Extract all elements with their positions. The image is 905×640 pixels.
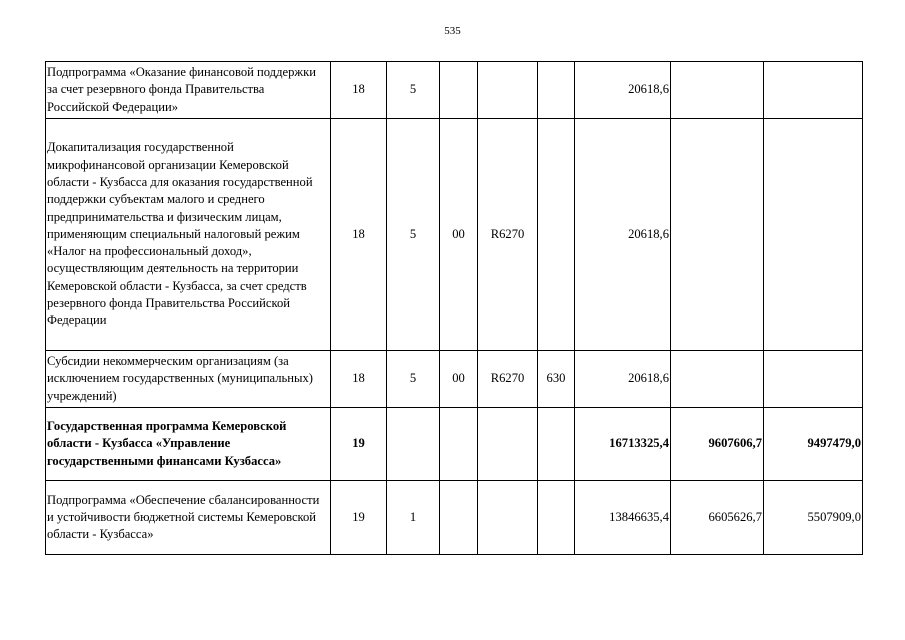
cell-direction: R6270 [478, 351, 538, 408]
cell-sum-year2 [671, 351, 764, 408]
cell-main-activity [440, 62, 478, 119]
table-row [46, 481, 863, 555]
cell-sum-year1: 20618,6 [575, 351, 671, 408]
cell-sum-year3 [764, 62, 863, 119]
cell-program: 18 [331, 351, 387, 408]
cell-program: 19 [331, 408, 387, 481]
cell-main-activity: 00 [440, 119, 478, 351]
cell-sum-year3 [764, 351, 863, 408]
cell-subprogram: 5 [387, 62, 440, 119]
cell-program: 18 [331, 119, 387, 351]
cell-direction [478, 481, 538, 555]
cell-subprogram: 5 [387, 351, 440, 408]
budget-table [45, 61, 863, 555]
cell-direction [478, 408, 538, 481]
cell-expense-type [538, 119, 575, 351]
cell-sum-year1: 20618,6 [575, 119, 671, 351]
row-name: Государственная программа Кемеровской области - Кузбасса «Управление государственными финансами Кузбасса» [46, 408, 331, 481]
cell-subprogram [387, 408, 440, 481]
cell-sum-year2 [671, 62, 764, 119]
row-name: Докапитализация государственной микрофинансовой организации Кемеровской области - Кузбасса для оказания государственной поддержки субъектам малого и среднего предпринимательства и физическим лицам, применяющим специальный налоговый режим «Налог на профессиональный доход», осуществляющим деятельность на территории Кемеровской области - Кузбасса, за счет средств резервного фонда Правительства Российской Федерации [46, 119, 331, 351]
cell-sum-year2: 6605626,7 [671, 481, 764, 555]
cell-sum-year2: 9607606,7 [671, 408, 764, 481]
row-name: Подпрограмма «Обеспечение сбалансированности и устойчивости бюджетной системы Кемеровской области - Кузбасса» [46, 481, 331, 555]
cell-subprogram: 5 [387, 119, 440, 351]
table-row [46, 119, 863, 351]
cell-sum-year3: 5507909,0 [764, 481, 863, 555]
cell-sum-year1: 13846635,4 [575, 481, 671, 555]
cell-main-activity: 00 [440, 351, 478, 408]
cell-sum-year1: 16713325,4 [575, 408, 671, 481]
cell-expense-type [538, 481, 575, 555]
cell-subprogram: 1 [387, 481, 440, 555]
cell-program: 19 [331, 481, 387, 555]
cell-sum-year2 [671, 119, 764, 351]
cell-expense-type [538, 408, 575, 481]
cell-sum-year3: 9497479,0 [764, 408, 863, 481]
cell-expense-type [538, 62, 575, 119]
table-row [46, 62, 863, 119]
page-number: 535 [444, 25, 461, 37]
table-row [46, 408, 863, 481]
cell-program: 18 [331, 62, 387, 119]
cell-direction: R6270 [478, 119, 538, 351]
cell-sum-year1: 20618,6 [575, 62, 671, 119]
cell-main-activity [440, 408, 478, 481]
table-row [46, 351, 863, 408]
cell-direction [478, 62, 538, 119]
cell-expense-type: 630 [538, 351, 575, 408]
row-name: Субсидии некоммерческим организациям (за исключением государственных (муниципальных) учреждений) [46, 351, 331, 408]
cell-main-activity [440, 481, 478, 555]
cell-sum-year3 [764, 119, 863, 351]
row-name: Подпрограмма «Оказание финансовой поддержки за счет резервного фонда Правительства Российской Федерации» [46, 62, 331, 119]
